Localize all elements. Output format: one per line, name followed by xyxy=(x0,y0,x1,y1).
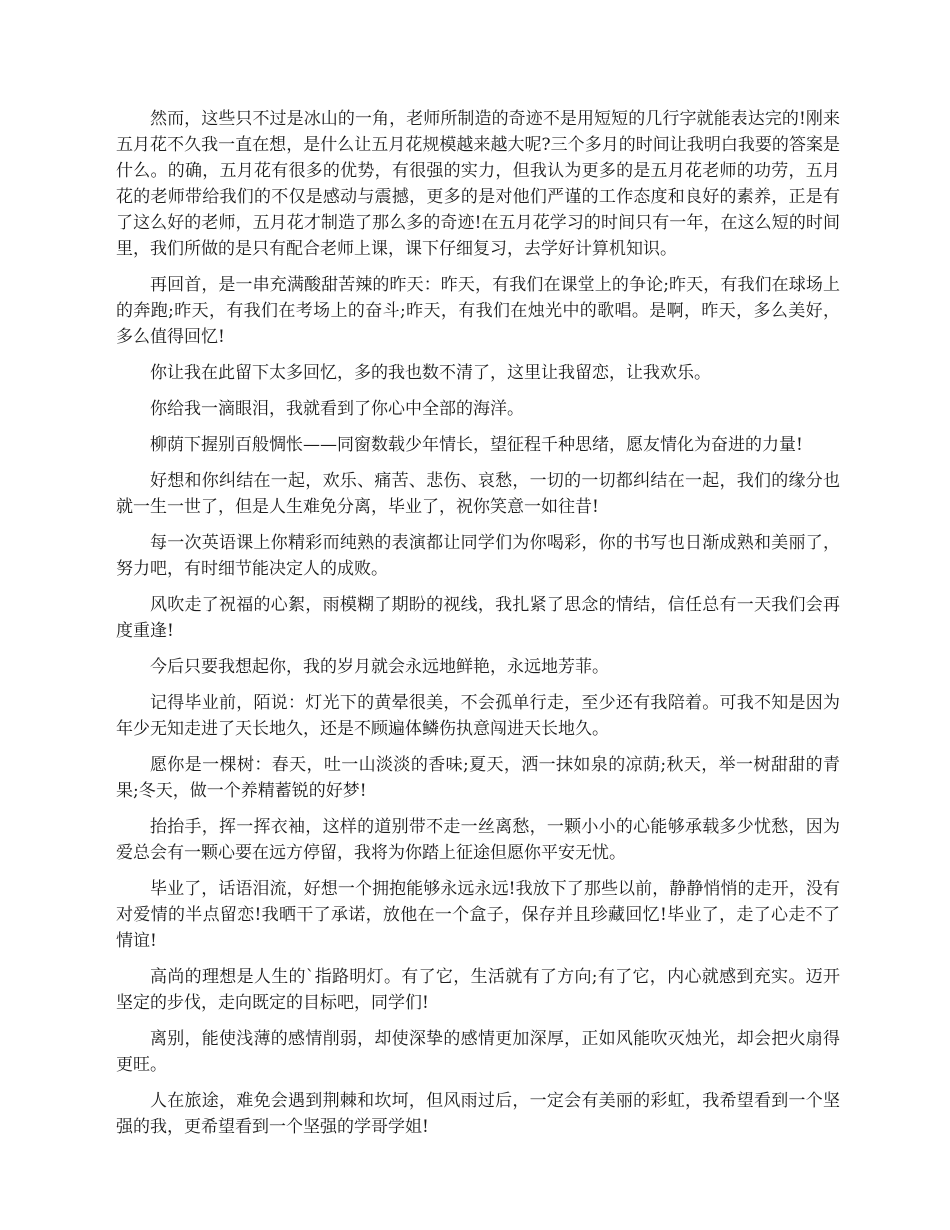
paragraph: 你让我在此留下太多回忆，多的我也数不清了，这里让我留恋，让我欢乐。 xyxy=(150,363,711,383)
paragraph: 愿你是一棵树：春天，吐一山淡淡的香味;夏天，洒一抹如泉的凉荫;秋天，举一树甜甜的青果;冬天，做一个养精蓄锐的好梦! xyxy=(116,755,840,801)
paragraph: 再回首，是一串充满酸甜苦辣的昨天：昨天，有我们在课堂上的争论;昨天，有我们在球场上的奔跑;昨天，有我们在考场上的奋斗;昨天，有我们在烛光中的歌唱。是啊，昨天，多么美好，多么值得回忆! xyxy=(116,275,840,347)
paragraph: 今后只要我想起你，我的岁月就会永远地鲜艳，永远地芳菲。 xyxy=(150,657,609,677)
paragraph: 好想和你纠结在一起，欢乐、痛苦、悲伤、哀愁，一切的一切都纠结在一起，我们的缘分也就一生一世了，但是人生难免分离，毕业了，祝你笑意一如往昔! xyxy=(116,471,840,517)
paragraph: 离别，能使浅薄的感情削弱，却使深挚的感情更加深厚，正如风能吹灭烛光，却会把火扇得更旺。 xyxy=(116,1029,840,1075)
paragraph: 毕业了，话语泪流，好想一个拥抱能够永远永远!我放下了那些以前，静静悄悄的走开，没有对爱情的半点留恋!我晒干了承诺，放他在一个盒子，保存并且珍藏回忆!毕业了，走了心走不了情谊! xyxy=(116,879,840,951)
paragraph: 你给我一滴眼泪，我就看到了你心中全部的海洋。 xyxy=(150,399,524,419)
paragraph: 抬抬手，挥一挥衣袖，这样的道别带不走一丝离愁，一颗小小的心能够承载多少忧愁，因为爱总会有一颗心要在远方停留，我将为你踏上征途但愿你平安无忧。 xyxy=(116,817,840,863)
paragraph: 记得毕业前，陌说：灯光下的黄晕很美，不会孤单行走，至少还有我陪着。可我不知是因为年少无知走进了天长地久，还是不顾遍体鳞伤执意闯进天长地久。 xyxy=(116,693,840,739)
paragraph: 风吹走了祝福的心絮，雨模糊了期盼的视线，我扎紧了思念的情结，信任总有一天我们会再度重逢! xyxy=(116,595,840,641)
paragraph: 柳荫下握别百般惆怅——同窗数载少年情长，望征程千种思绪，愿友情化为奋进的力量! xyxy=(150,435,803,455)
paragraph: 每一次英语课上你精彩而纯熟的表演都让同学们为你喝彩，你的书写也日渐成熟和美丽了，努力吧，有时细节能决定人的成败。 xyxy=(116,533,840,579)
paragraph: 人在旅途，难免会遇到荆棘和坎坷，但风雨过后，一定会有美丽的彩虹，我希望看到一个坚强的我，更希望看到一个坚强的学哥学姐! xyxy=(116,1091,840,1137)
paragraph: 高尚的理想是人生的`指路明灯。有了它，生活就有了方向;有了它，内心就感到充实。迈开坚定的步伐，走向既定的目标吧，同学们! xyxy=(116,967,840,1013)
paragraph: 然而，这些只不过是冰山的一角，老师所制造的奇迹不是用短短的几行字就能表达完的!刚来五月花不久我一直在想，是什么让五月花规模越来越大呢?三个多月的时间让我明白我要的答案是什么。的确，五月花有很多的优势，有很强的实力，但我认为更多的是五月花老师的功劳，五月花的老师带给我们的不仅是感动与震撼，更多的是对他们严谨的工作态度和良好的素养，正是有了这么好的老师，五月花才制造了那么多的奇迹!在五月花学习的时间只有一年，在这么短的时间里，我们所做的是只有配合老师上课，课下仔细复习，去学好计算机知识。 xyxy=(116,109,840,259)
document-page xyxy=(116,106,840,1150)
